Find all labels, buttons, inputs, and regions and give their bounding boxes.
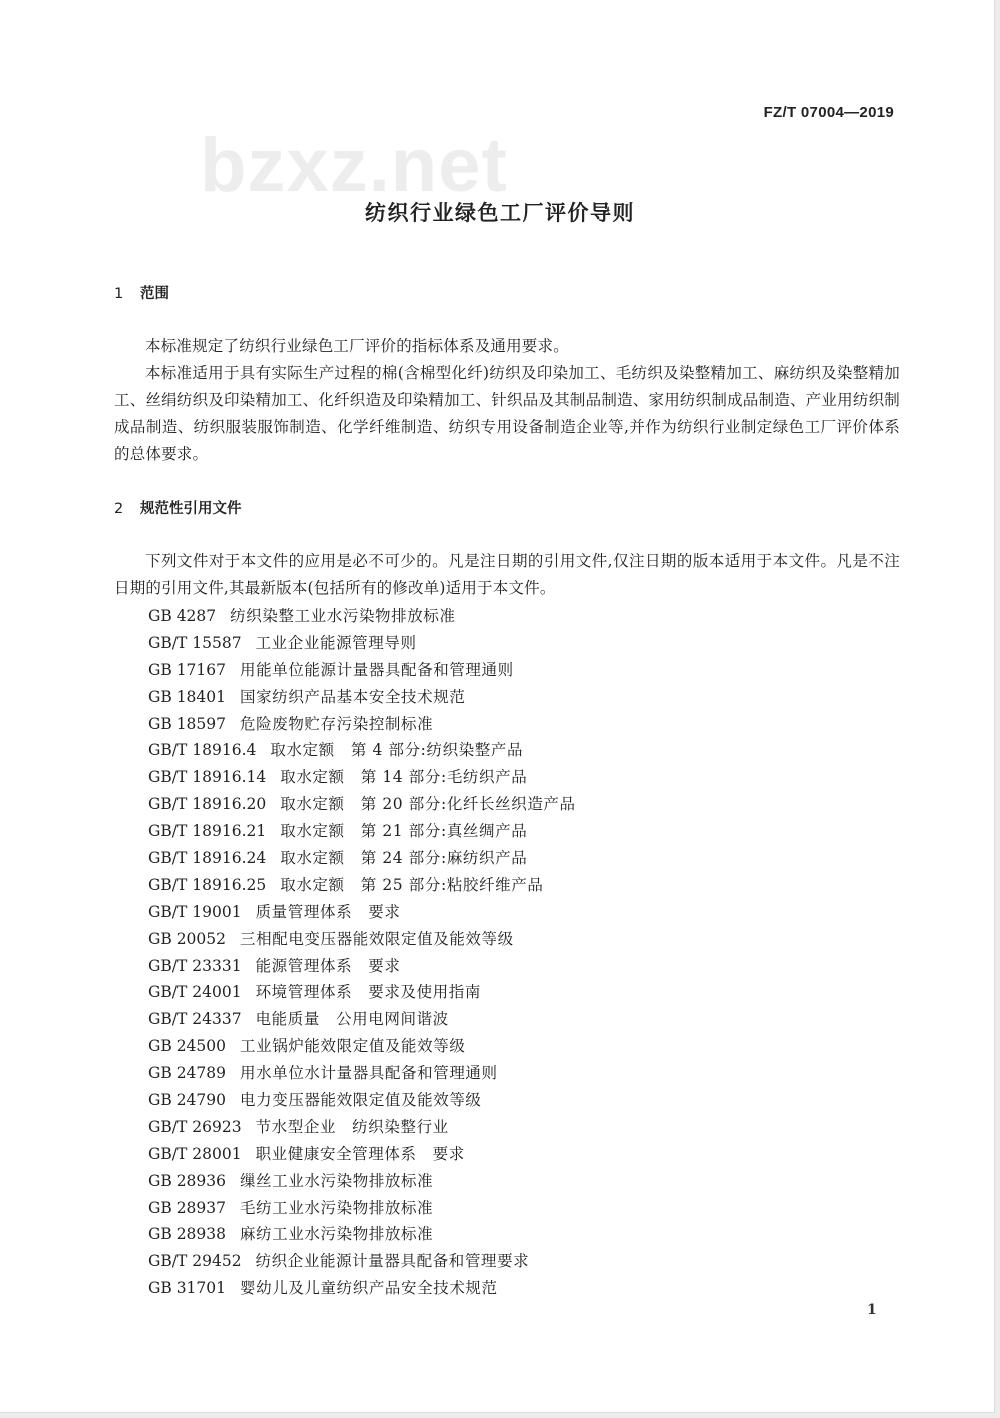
reference-title: 工业锅炉能效限定值及能效等级 — [240, 1037, 466, 1056]
reference-item — [148, 764, 576, 791]
reference-code: GB 28936 — [148, 1171, 227, 1190]
reference-title: 三相配电变压器能效限定值及能效等级 — [240, 929, 514, 948]
reference-item — [148, 1033, 576, 1060]
reference-code: GB/T 28001 — [148, 1144, 242, 1163]
reference-title: 电力变压器能效限定值及能效等级 — [240, 1091, 482, 1110]
reference-code: GB/T 24001 — [148, 983, 242, 1002]
reference-code: GB 24500 — [148, 1037, 227, 1056]
references-intro-paragraph: 下列文件对于本文件的应用是必不可少的。凡是注日期的引用文件,仅注日期的版本适用于本文件。凡是不注日期的引用文件,其最新版本(包括所有的修改单)适用于本文件。 — [114, 552, 900, 597]
section-number: 2 — [114, 501, 124, 517]
reference-item — [148, 1195, 576, 1222]
reference-item — [148, 1168, 576, 1195]
reference-item — [148, 1248, 576, 1275]
reference-item — [148, 684, 576, 711]
reference-code: GB 20052 — [148, 929, 227, 948]
reference-code: GB 4287 — [148, 607, 217, 625]
reference-title: 国家纺织产品基本安全技术规范 — [240, 687, 466, 706]
scope-paragraph-2: 本标准适用于具有实际生产过程的棉(含棉型化纤)纺织及印染加工、毛纺织及染整精加工、麻纺织及染整精加工、丝绢纺织及印染精加工、化纤织造及印染精加工、针织品及其制品制造、家用纺织制成品制造、产业用纺织制成品制造、纺织服装服饰制造、化学纤维制造、纺织专用设备制造企业等,并作为纺织行业制定绿色工厂评价体系的总体要求。 — [114, 364, 900, 463]
reference-code: GB 24789 — [148, 1064, 227, 1083]
reference-code: GB/T 24337 — [148, 1010, 242, 1029]
watermark: bzxz.net — [200, 123, 508, 208]
reference-title: 用水单位水计量器具配备和管理通则 — [240, 1064, 498, 1083]
reference-item — [148, 926, 576, 953]
reference-item — [148, 1114, 576, 1141]
reference-title: 纺织染整工业水污染物排放标准 — [230, 607, 456, 625]
section-title: 范围 — [140, 286, 169, 302]
reference-item — [148, 1141, 576, 1168]
reference-code: GB 18401 — [148, 687, 227, 706]
reference-code: GB 28938 — [148, 1225, 227, 1244]
reference-code: GB/T 18916.20 — [148, 795, 267, 814]
reference-title: 纺织企业能源计量器具配备和管理要求 — [255, 1252, 530, 1271]
reference-item — [148, 818, 576, 845]
reference-title: 麻纺工业水污染物排放标准 — [240, 1225, 434, 1244]
scope-paragraph-1: 本标准规定了纺织行业绿色工厂评价的指标体系及通用要求。 — [145, 337, 569, 355]
reference-code: GB 18597 — [148, 714, 227, 733]
reference-title: 节水型企业 纺织染整行业 — [255, 1117, 449, 1136]
reference-code: GB/T 18916.4 — [148, 741, 257, 760]
reference-code: GB/T 15587 — [148, 633, 242, 652]
reference-item — [148, 1275, 576, 1302]
document-title: 纺织行业绿色工厂评价导则 — [365, 201, 635, 225]
reference-item — [148, 953, 576, 980]
reference-title: 用能单位能源计量器具配备和管理通则 — [240, 660, 514, 679]
reference-item — [148, 711, 576, 738]
reference-item — [148, 872, 576, 899]
reference-item — [148, 1087, 576, 1114]
reference-item — [148, 737, 576, 764]
reference-title: 取水定额 第 14 部分:毛纺织产品 — [280, 768, 528, 787]
reference-title: 取水定额 第 25 部分:粘胶纤维产品 — [280, 875, 544, 894]
reference-title: 质量管理体系 要求 — [255, 902, 401, 921]
reference-title: 取水定额 第 21 部分:真丝绸产品 — [280, 822, 528, 841]
reference-code: GB/T 18916.24 — [148, 849, 267, 868]
reference-item — [148, 657, 576, 684]
reference-title: 电能质量 公用电网间谐波 — [255, 1010, 449, 1029]
reference-code: GB/T 29452 — [148, 1252, 242, 1271]
reference-code: GB/T 26923 — [148, 1117, 242, 1136]
reference-title: 婴幼儿及儿童纺织产品安全技术规范 — [240, 1279, 498, 1298]
reference-title: 取水定额 第 24 部分:麻纺织产品 — [280, 849, 528, 868]
reference-code: GB 17167 — [148, 660, 227, 679]
section-heading-scope — [114, 282, 169, 303]
reference-item — [148, 1060, 576, 1087]
reference-title: 缫丝工业水污染物排放标准 — [240, 1171, 434, 1190]
reference-title: 环境管理体系 要求及使用指南 — [255, 983, 481, 1002]
reference-code: GB 24790 — [148, 1091, 227, 1110]
reference-title: 取水定额 第 20 部分:化纤长丝织造产品 — [280, 795, 576, 814]
reference-title: 工业企业能源管理导则 — [255, 633, 417, 652]
reference-list — [148, 603, 576, 1302]
reference-item — [148, 630, 576, 657]
reference-title: 能源管理体系 要求 — [255, 956, 401, 975]
reference-item — [148, 1221, 576, 1248]
reference-code: GB/T 19001 — [148, 902, 242, 921]
reference-item — [148, 845, 576, 872]
reference-item — [148, 791, 576, 818]
reference-code: GB/T 18916.14 — [148, 768, 267, 787]
reference-item — [148, 899, 576, 926]
section-heading-normative-references — [114, 497, 242, 518]
reference-title: 毛纺工业水污染物排放标准 — [240, 1198, 434, 1217]
reference-code: GB/T 18916.21 — [148, 822, 267, 841]
section-title: 规范性引用文件 — [140, 501, 242, 517]
reference-item — [148, 1006, 576, 1033]
reference-code: GB/T 18916.25 — [148, 875, 267, 894]
reference-item — [148, 603, 576, 630]
standard-code: FZ/T 07004—2019 — [763, 104, 894, 121]
reference-code: GB/T 23331 — [148, 956, 242, 975]
section-number: 1 — [114, 286, 124, 302]
reference-item — [148, 979, 576, 1006]
reference-title: 职业健康安全管理体系 要求 — [255, 1144, 465, 1163]
reference-title: 取水定额 第 4 部分:纺织染整产品 — [270, 741, 524, 760]
reference-code: GB 31701 — [148, 1279, 227, 1298]
reference-code: GB 28937 — [148, 1198, 227, 1217]
reference-title: 危险废物贮存污染控制标准 — [240, 714, 434, 733]
page-number: 1 — [867, 1302, 877, 1318]
